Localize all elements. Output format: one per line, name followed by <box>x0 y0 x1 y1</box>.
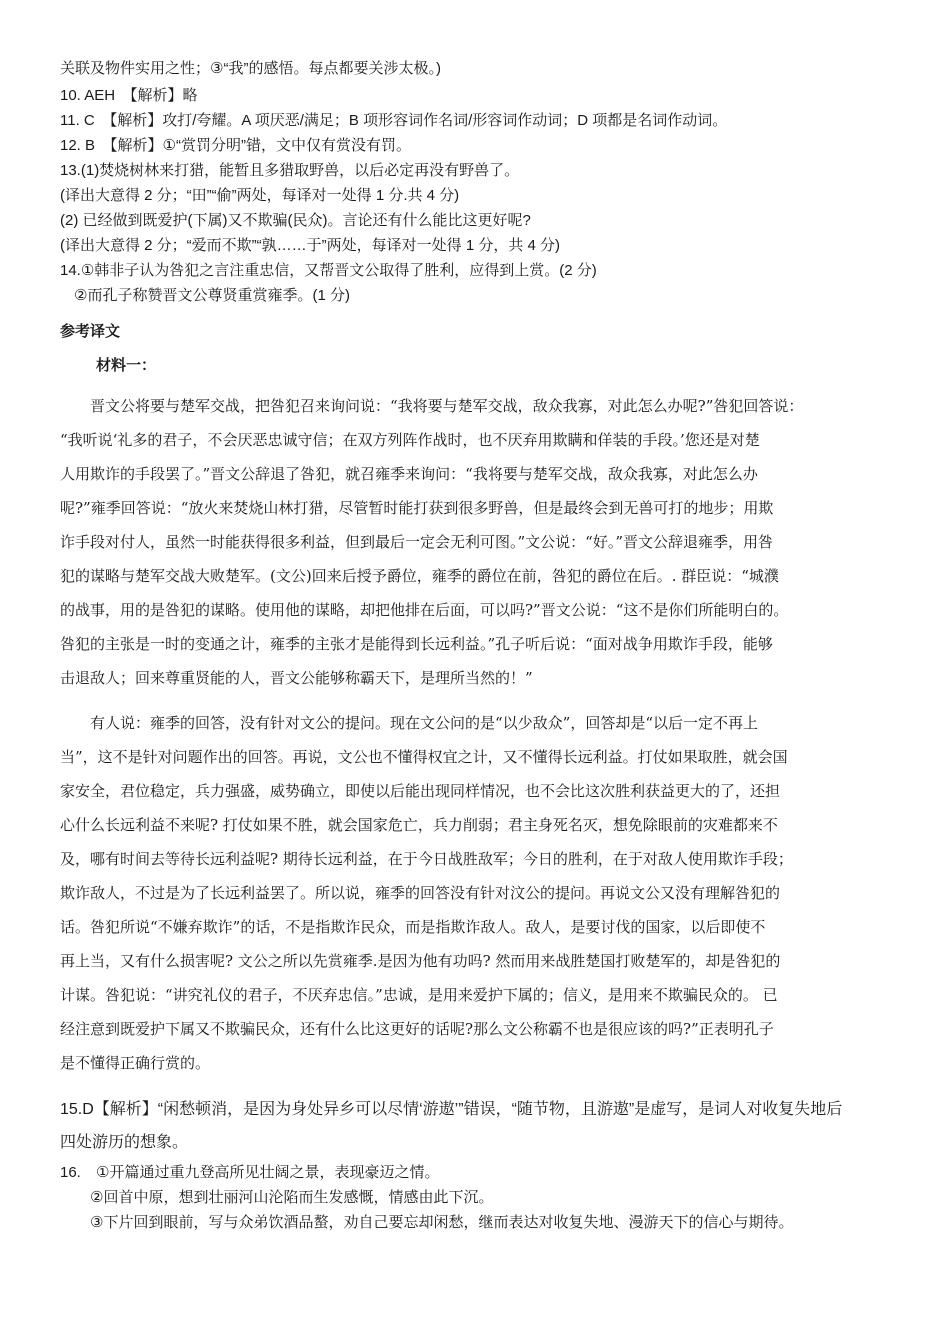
paragraph-line: 击退敌人；回来尊重贤能的人，晋文公能够称霸天下，是理所当然的！” <box>60 669 533 687</box>
paragraph-line: 犯的谋略与楚军交战大败楚军。(文公)回来后授予爵位，雍季的爵位在前，咎犯的爵位在后。. 群臣说：“城濮 <box>60 567 779 585</box>
paragraph-line: 及，哪有时间去等待长远利益呢? 期待长远利益，在于今日战胜敌军；今日的胜利，在于对敌人使用欺诈手段； <box>60 850 793 868</box>
paragraph-line: 经注意到既爱护下属又不欺骗民众，还有什么比这更好的话呢?那么文公称霸不也是很应该的吗?”正表明孔子 <box>60 1020 774 1038</box>
paragraph-line: 诈手段对付人，虽然一时能获得很多利益，但到最后一定会无利可图。”文公说：“好。”晋文公辞退雍季，用咎 <box>60 533 774 551</box>
paragraph-line: 计谋。咎犯说：“讲究礼仪的君子，不厌弃忠信。”忠诚，是用来爱护下属的；信义，是用来不欺骗民众的。 已 <box>60 986 778 1004</box>
paragraph-line: 话。咎犯所说“不嫌弃欺诈”的话，不是指欺诈民众，而是指欺诈敌人。敌人，是要讨伐的国家，以后即使不 <box>60 918 766 936</box>
answer-10: 10. AEH 【解析】略 <box>60 87 198 104</box>
answer-9-continuation: 关联及物件实用之性；③“我”的感悟。每点都要关涉太极。) <box>60 60 441 77</box>
answer-11: 11. C 【解析】攻打/夸耀。A 项厌恶/满足；B 项形容词作名词/形容词作动词；D 项都是名词作动词。 <box>60 112 728 129</box>
answer-16-point-1: ①开篇通过重九登高所见壮阔之景，表现豪迈之情。 <box>96 1164 440 1181</box>
material-one-heading: 材料一： <box>96 357 157 374</box>
answer-14-1: 14.①韩非子认为咎犯之言注重忠信，又帮晋文公取得了胜利，应得到上赏。(2 分) <box>60 262 597 279</box>
paragraph-line: 当”，这不是针对问题作出的回答。再说，文公也不懂得权宜之计，又不懂得长远利益。打仗如果取胜，就会国 <box>60 748 788 766</box>
paragraph-line: 咎犯的主张是一时的变通之计，雍季的主张才是能得到长远利益。”孔子听后说：“面对战争用欺诈手段，能够 <box>60 635 773 653</box>
paragraph-line: 心什么长远利益不来呢? 打仗如果不胜，就会国家危亡，兵力削弱；君主身死名灭，想免除眼前的灾难都来不 <box>60 816 778 834</box>
translation-heading: 参考译文 <box>60 323 121 340</box>
answer-12: 12. B 【解析】①“赏罚分明”错，文中仅有赏没有罚。 <box>60 137 411 154</box>
paragraph-line: 家安全，君位稳定，兵力强盛，威势确立，即使以后能出现同样情况，也不会比这次胜利获益更大的了，还担 <box>60 782 781 800</box>
answer-15-continued: 四处游历的想象。 <box>60 1134 189 1151</box>
answer-13-1: 13.(1)焚烧树林来打猎，能暂且多猎取野兽，以后必定再没有野兽了。 <box>60 162 520 179</box>
answer-14-2: ②而孔子称赞晋文公尊贤重赏雍季。(1 分) <box>74 287 350 304</box>
answer-16-point-2: ②回首中原，想到壮丽河山沦陷而生发感慨，情感由此下沉。 <box>90 1189 494 1206</box>
paragraph-line: 呢?”雍季回答说：“放火来焚烧山林打猎，尽管暂时能打获到很多野兽，但是最终会到无兽可打的地步；用欺 <box>60 499 774 517</box>
paragraph-line: 晋文公将要与楚军交战，把咎犯召来询问说：“我将要与楚军交战，敌众我寡，对此怎么办呢?”咎犯回答说： <box>90 397 804 415</box>
paragraph-line: 人用欺诈的手段罢了。”晋文公辞退了咎犯，就召雍季来询问：“我将要与楚军交战，敌众我寡，对此怎么办 <box>60 465 758 483</box>
answer-13-2: (2) 已经做到既爱护(下属)又不欺骗(民众)。言论还有什么能比这更好呢? <box>60 212 531 229</box>
answer-16-point-3: ③下片回到眼前，写与众弟饮酒品螯，劝自己要忘却闲愁，继而表达对收复失地、漫游天下的信心与期待。 <box>90 1214 794 1231</box>
paragraph-line: “我听说‘礼多的君子，不会厌恶忠诚守信；在双方列阵作战时，也不厌弃用欺瞒和佯装的手段。’您还是对楚 <box>60 431 760 449</box>
paragraph-line: 的战事，用的是咎犯的谋略。使用他的谋略，却把他排在后面，可以吗?”晋文公说：“这不是你们所能明白的。 <box>60 601 789 619</box>
answer-15: 15.D【解析】“闲愁顿消，是因为身处异乡可以尽情‘游遨’”错误，“随节物，且游遨”是虚写，是词人对收复失地后 <box>60 1101 843 1118</box>
paragraph-line: 欺诈敌人，不过是为了长远利益罢了。所以说，雍季的回答没有针对汶公的提问。再说文公又没有理解咎犯的 <box>60 884 781 902</box>
answer-13-1-scoring: (译出大意得 2 分；“田”“偷”两处，每译对一处得 1 分.共 4 分) <box>60 187 460 204</box>
paragraph-line: 有人说：雍季的回答，没有针对文公的提问。现在文公问的是“以少敌众”，回答却是“以后一定不再上 <box>90 714 759 732</box>
paragraph-line: 是不懂得正确行赏的。 <box>60 1054 211 1072</box>
paragraph-line: 再上当，又有什么损害呢? 文公之所以先赏雍季.是因为他有功吗? 然而用来战胜楚国打败楚军的，却是咎犯的 <box>60 952 781 970</box>
answer-16-number: 16. <box>60 1164 81 1181</box>
answer-13-2-scoring: (译出大意得 2 分；“爱而不欺”“孰……于”两处，每译对一处得 1 分，共 4 分) <box>60 237 561 254</box>
